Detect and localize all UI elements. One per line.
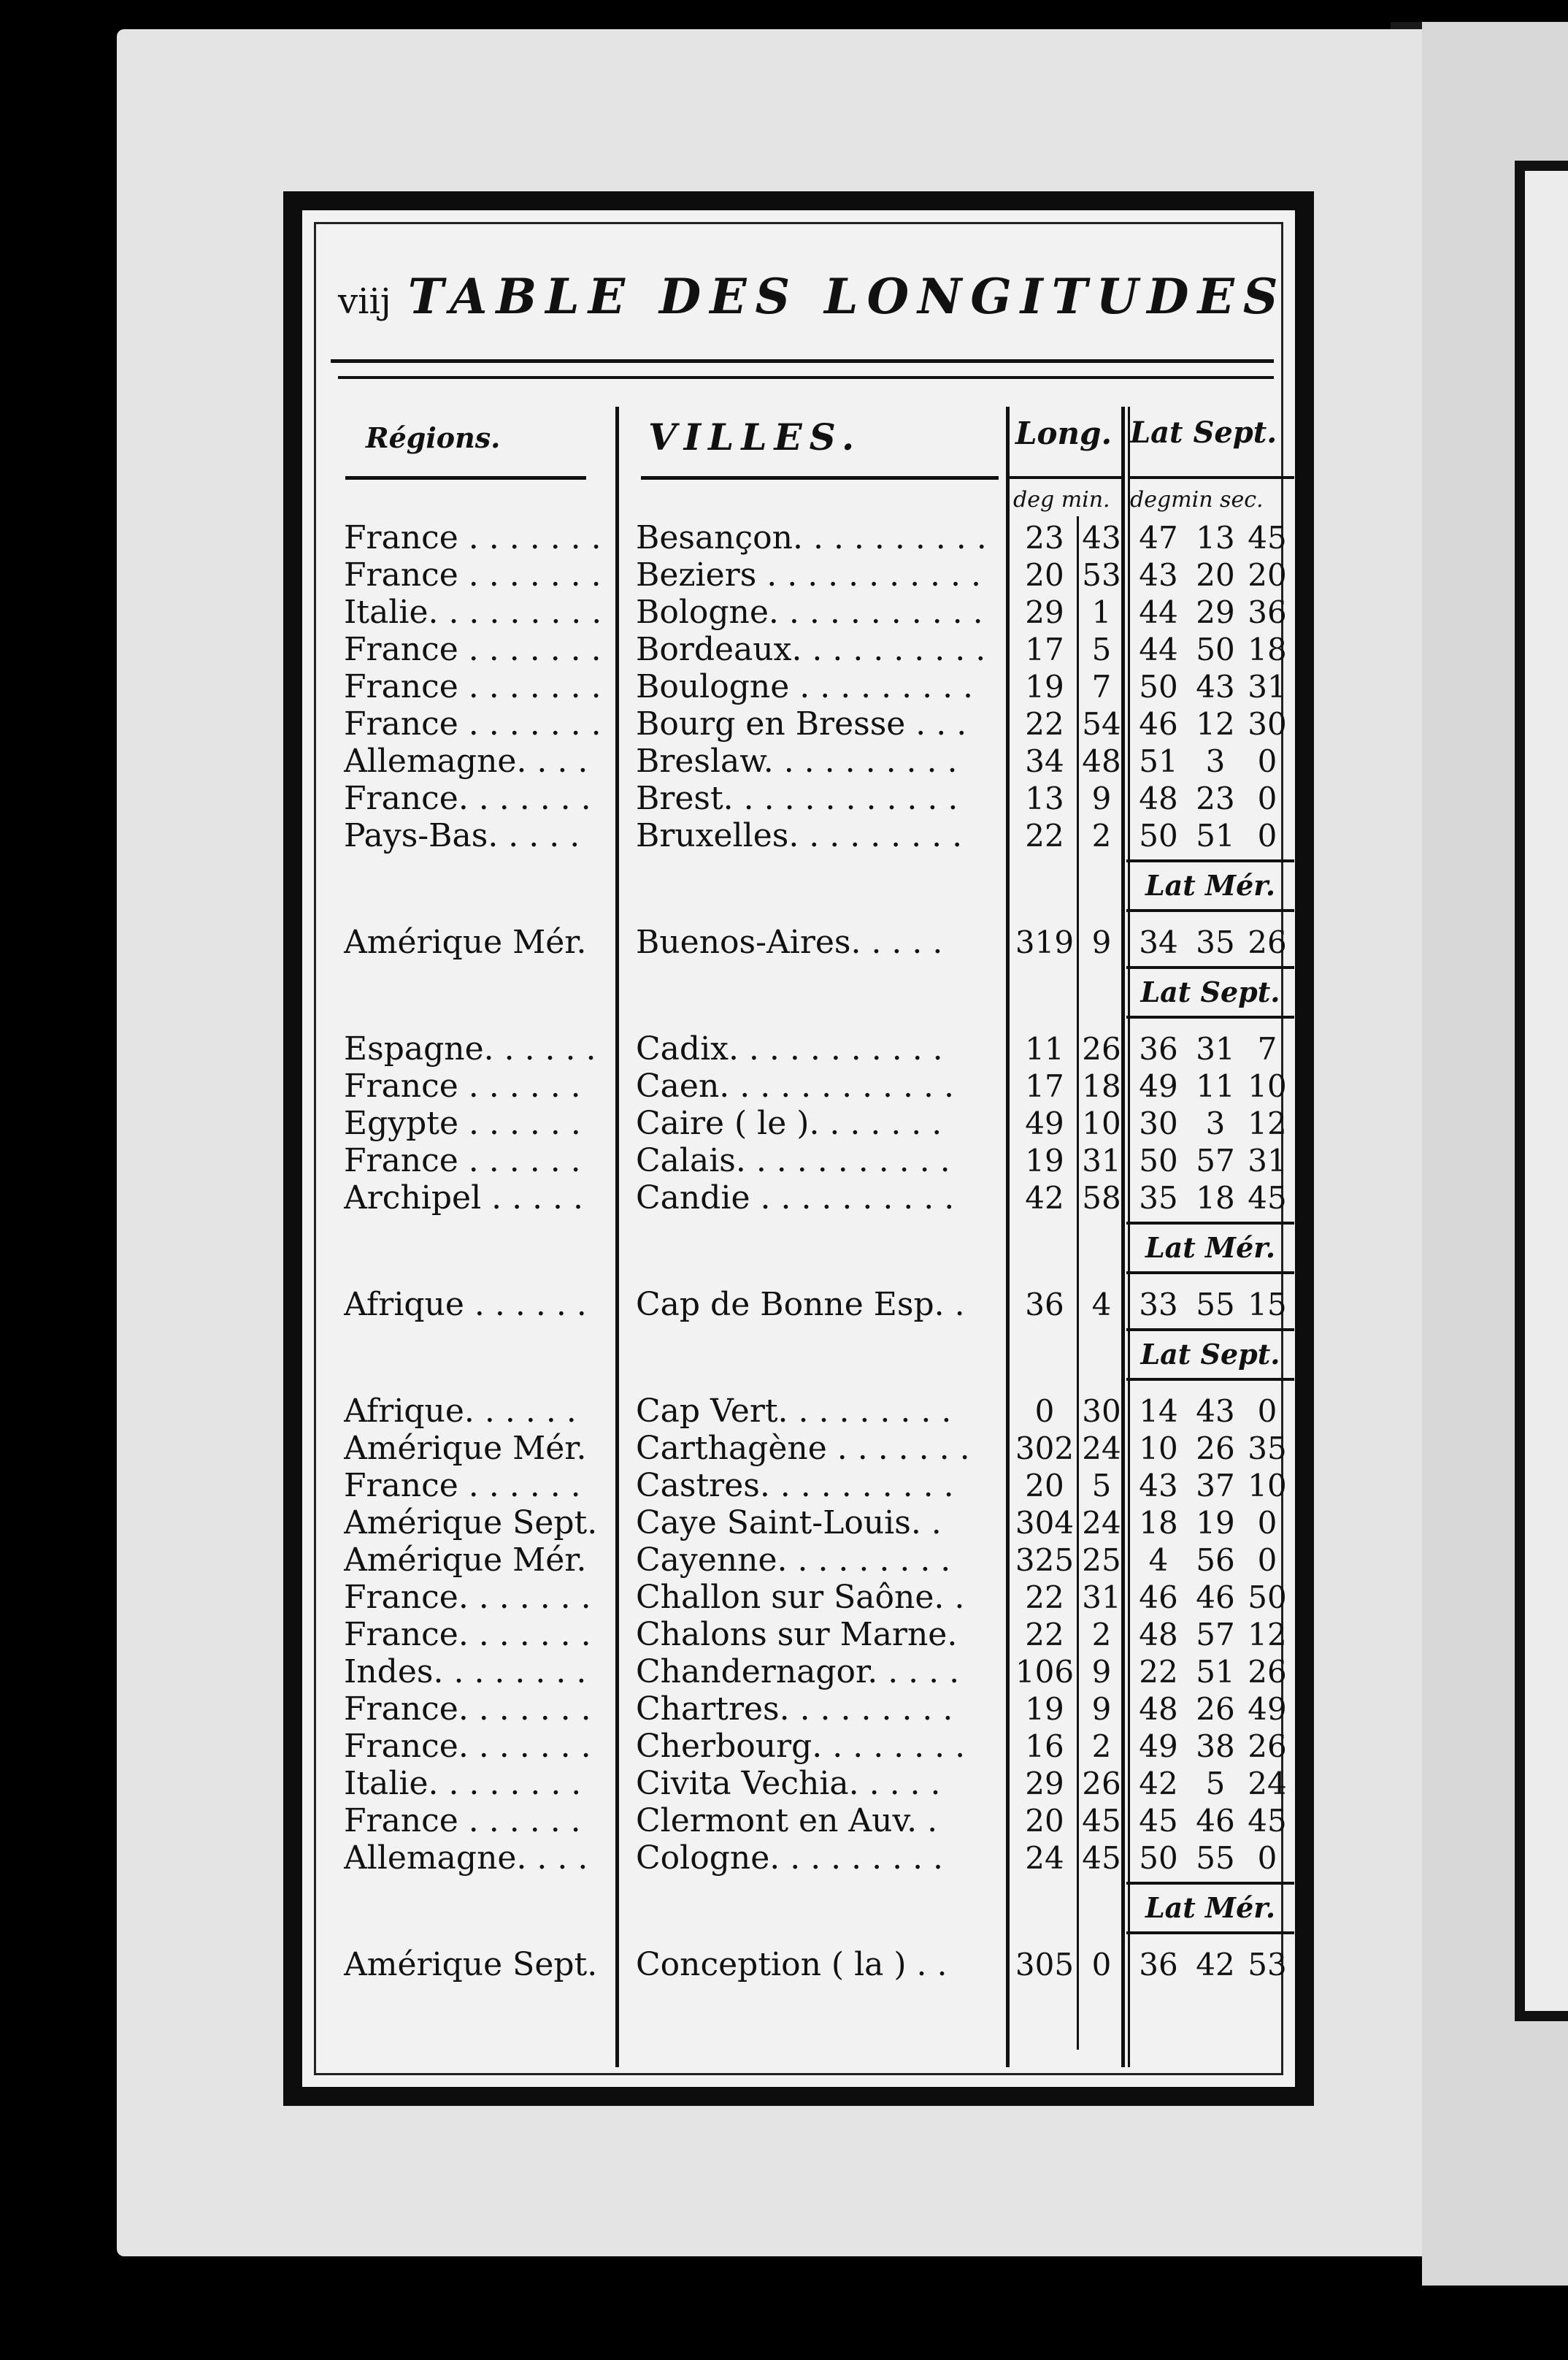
table-frame bbox=[283, 191, 1314, 2106]
region-cell: France . . . . . . bbox=[344, 1468, 581, 1504]
longitude-degrees-cell: 34 bbox=[1025, 743, 1064, 779]
city-cell: Caen. . . . . . . . . . . . bbox=[636, 1068, 954, 1105]
latitude-seconds-cell: 35 bbox=[1248, 1430, 1287, 1466]
title-rule bbox=[331, 359, 1274, 363]
band-rule bbox=[1126, 1378, 1294, 1381]
table-row bbox=[316, 1542, 1281, 1579]
table-row bbox=[316, 924, 1287, 961]
table-row bbox=[316, 1803, 1287, 1839]
table-row bbox=[316, 1579, 1287, 1616]
latitude-degrees-cell: 36 bbox=[1139, 1947, 1178, 1982]
latitude-degrees-cell: 51 bbox=[1139, 743, 1178, 779]
header-lat: Lat Sept. bbox=[1130, 415, 1277, 450]
city-cell: Challon sur Saône. . bbox=[636, 1579, 965, 1616]
band-rule bbox=[1126, 859, 1294, 862]
longitude-minutes-cell: 10 bbox=[1082, 1106, 1121, 1141]
band-rule bbox=[1126, 1271, 1294, 1274]
region-cell: France . . . . . . . bbox=[344, 557, 602, 594]
table-row bbox=[316, 557, 1287, 594]
latitude-seconds-cell: 24 bbox=[1248, 1766, 1287, 1801]
page-number: viij bbox=[338, 281, 391, 322]
longitude-minutes-cell: 9 bbox=[1091, 924, 1112, 960]
region-cell: Italie. . . . . . . . bbox=[344, 1766, 582, 1802]
table-inner-border bbox=[314, 222, 1287, 2075]
latitude-minutes-cell: 20 bbox=[1196, 557, 1235, 593]
city-cell: Bourg en Bresse . . . bbox=[636, 706, 967, 743]
latitude-degrees-cell: 33 bbox=[1139, 1287, 1178, 1322]
latitude-degrees-cell: 48 bbox=[1139, 1691, 1178, 1727]
latitude-minutes-cell: 26 bbox=[1196, 1691, 1235, 1727]
longitude-minutes-cell: 2 bbox=[1091, 1617, 1112, 1652]
region-cell: France . . . . . . . bbox=[344, 632, 602, 668]
latitude-band-label: Lat Sept. bbox=[1140, 976, 1280, 1008]
longitude-minutes-cell: 25 bbox=[1082, 1542, 1121, 1578]
region-cell: France . . . . . . bbox=[344, 1143, 581, 1179]
city-cell: Beziers . . . . . . . . . . . bbox=[636, 557, 981, 594]
latitude-degrees-cell: 4 bbox=[1148, 1542, 1169, 1578]
latitude-minutes-cell: 57 bbox=[1196, 1617, 1235, 1652]
longitude-degrees-cell: 17 bbox=[1025, 632, 1064, 667]
table-row bbox=[316, 1143, 1287, 1179]
latitude-minutes-cell: 19 bbox=[1196, 1505, 1235, 1541]
latitude-degrees-cell: 30 bbox=[1139, 1106, 1178, 1141]
table-row bbox=[316, 1393, 1281, 1430]
longitude-degrees-cell: 0 bbox=[1034, 1393, 1055, 1429]
longitude-minutes-cell: 45 bbox=[1082, 1840, 1121, 1876]
longitude-minutes-cell: 58 bbox=[1082, 1180, 1121, 1216]
city-cell: Breslaw. . . . . . . . . . bbox=[636, 743, 958, 780]
longitude-degrees-cell: 22 bbox=[1025, 706, 1064, 742]
latitude-seconds-cell: 10 bbox=[1248, 1468, 1287, 1503]
city-cell: Chandernagor. . . . . bbox=[636, 1654, 960, 1690]
latitude-seconds-cell: 26 bbox=[1248, 1728, 1287, 1764]
longitude-minutes-cell: 31 bbox=[1082, 1579, 1121, 1615]
longitude-degrees-cell: 29 bbox=[1025, 1766, 1064, 1801]
city-cell: Cayenne. . . . . . . . . bbox=[636, 1542, 951, 1579]
longitude-degrees-cell: 106 bbox=[1015, 1654, 1075, 1690]
table-row bbox=[316, 818, 1281, 854]
table-row bbox=[316, 1728, 1287, 1765]
latitude-degrees-cell: 10 bbox=[1139, 1430, 1178, 1466]
longitude-minutes-cell: 5 bbox=[1091, 1468, 1112, 1503]
header-underline-regions bbox=[345, 476, 586, 480]
latitude-minutes-cell: 51 bbox=[1196, 818, 1235, 854]
latitude-degrees-cell: 50 bbox=[1139, 818, 1178, 854]
latitude-minutes-cell: 18 bbox=[1196, 1180, 1235, 1216]
latitude-seconds-cell: 36 bbox=[1248, 594, 1287, 630]
latitude-seconds-cell: 45 bbox=[1248, 1803, 1287, 1839]
latitude-degrees-cell: 45 bbox=[1139, 1803, 1178, 1839]
header-underline-long bbox=[1010, 476, 1123, 479]
latitude-seconds-cell: 50 bbox=[1248, 1579, 1287, 1615]
longitude-degrees-cell: 20 bbox=[1025, 1468, 1064, 1503]
page-heading bbox=[338, 268, 1287, 325]
longitude-minutes-cell: 53 bbox=[1082, 557, 1121, 593]
latitude-seconds-cell: 0 bbox=[1257, 1393, 1277, 1429]
region-cell: Amérique Sept. bbox=[344, 1947, 598, 1983]
region-cell: Amérique Mér. bbox=[344, 924, 587, 961]
latitude-minutes-cell: 57 bbox=[1196, 1143, 1235, 1179]
latitude-degrees-cell: 14 bbox=[1139, 1393, 1178, 1429]
region-cell: France. . . . . . . bbox=[344, 1691, 591, 1728]
latitude-degrees-cell: 49 bbox=[1139, 1068, 1178, 1104]
latitude-seconds-cell: 20 bbox=[1248, 557, 1287, 593]
longitude-degrees-cell: 22 bbox=[1025, 1579, 1064, 1615]
header-underline-lat bbox=[1130, 476, 1294, 479]
table-row bbox=[316, 1766, 1287, 1802]
band-rule bbox=[1126, 966, 1294, 969]
longitude-minutes-cell: 31 bbox=[1082, 1143, 1121, 1179]
latitude-degrees-cell: 50 bbox=[1139, 1840, 1178, 1876]
table-row bbox=[316, 520, 1287, 556]
table-row bbox=[316, 1947, 1287, 1983]
latitude-minutes-cell: 31 bbox=[1196, 1031, 1235, 1067]
latitude-band-label: Lat Mér. bbox=[1145, 1891, 1276, 1924]
city-cell: Besançon. . . . . . . . . . bbox=[636, 520, 987, 556]
longitude-degrees-cell: 19 bbox=[1025, 669, 1064, 705]
longitude-degrees-cell: 22 bbox=[1025, 818, 1064, 854]
region-cell: France. . . . . . . bbox=[344, 1579, 591, 1616]
city-cell: Cadix. . . . . . . . . . . bbox=[636, 1031, 943, 1068]
latitude-seconds-cell: 0 bbox=[1257, 1542, 1277, 1578]
city-cell: Cologne. . . . . . . . . bbox=[636, 1840, 944, 1877]
latitude-seconds-cell: 53 bbox=[1248, 1947, 1287, 1982]
band-rule bbox=[1126, 1882, 1294, 1885]
latitude-minutes-cell: 51 bbox=[1196, 1654, 1235, 1690]
latitude-seconds-cell: 0 bbox=[1257, 743, 1277, 779]
latitude-degrees-cell: 44 bbox=[1139, 632, 1178, 667]
table-row bbox=[316, 1287, 1287, 1323]
region-cell: France. . . . . . . bbox=[344, 1728, 591, 1765]
city-cell: Civita Vechia. . . . . bbox=[636, 1766, 941, 1802]
band-rule bbox=[1126, 1328, 1294, 1331]
city-cell: Brest. . . . . . . . . . . . bbox=[636, 781, 958, 817]
city-cell: Caye Saint-Louis. . bbox=[636, 1505, 942, 1541]
longitude-minutes-cell: 9 bbox=[1091, 1691, 1112, 1727]
latitude-degrees-cell: 22 bbox=[1139, 1654, 1178, 1690]
latitude-band-label: Lat Mér. bbox=[1145, 1231, 1276, 1264]
table-row bbox=[316, 1106, 1287, 1142]
facing-page-frame bbox=[1515, 161, 1568, 2021]
band-rule bbox=[1126, 909, 1294, 912]
latitude-degrees-cell: 36 bbox=[1139, 1031, 1178, 1067]
latitude-minutes-cell: 42 bbox=[1196, 1947, 1235, 1982]
region-cell: Amérique Mér. bbox=[344, 1542, 587, 1579]
longitude-degrees-cell: 11 bbox=[1025, 1031, 1064, 1067]
table-row bbox=[316, 1691, 1287, 1728]
region-cell: France . . . . . . . bbox=[344, 669, 602, 705]
table-row bbox=[316, 594, 1287, 631]
city-cell: Chalons sur Marne. bbox=[636, 1617, 958, 1653]
latitude-seconds-cell: 10 bbox=[1248, 1068, 1287, 1104]
latitude-degrees-cell: 35 bbox=[1139, 1180, 1178, 1216]
latitude-minutes-cell: 23 bbox=[1196, 781, 1235, 816]
latitude-degrees-cell: 43 bbox=[1139, 1468, 1178, 1503]
table-row bbox=[316, 1031, 1281, 1068]
latitude-minutes-cell: 38 bbox=[1196, 1728, 1235, 1764]
band-rule bbox=[1126, 1222, 1294, 1225]
latitude-degrees-cell: 42 bbox=[1139, 1766, 1178, 1801]
table-row bbox=[316, 743, 1281, 780]
city-cell: Buenos-Aires. . . . . bbox=[636, 924, 943, 961]
table-row bbox=[316, 1617, 1287, 1653]
latitude-minutes-cell: 43 bbox=[1196, 1393, 1235, 1429]
table-row bbox=[316, 632, 1287, 668]
longitude-degrees-cell: 13 bbox=[1025, 781, 1064, 816]
latitude-seconds-cell: 26 bbox=[1248, 924, 1287, 960]
latitude-seconds-cell: 31 bbox=[1248, 1143, 1287, 1179]
latitude-seconds-cell: 18 bbox=[1248, 632, 1287, 667]
longitude-degrees-cell: 304 bbox=[1015, 1505, 1075, 1541]
latitude-seconds-cell: 45 bbox=[1248, 1180, 1287, 1216]
region-cell: France . . . . . . . bbox=[344, 520, 602, 556]
city-cell: Castres. . . . . . . . . . bbox=[636, 1468, 954, 1504]
table-row bbox=[316, 1840, 1281, 1877]
longitude-minutes-cell: 24 bbox=[1082, 1430, 1121, 1466]
region-cell: France . . . . . . bbox=[344, 1068, 581, 1105]
region-cell: Allemagne. . . . bbox=[344, 743, 588, 780]
subheader-lat-units: degmin sec. bbox=[1130, 487, 1264, 513]
region-cell: Egypte . . . . . . bbox=[344, 1106, 581, 1142]
region-cell: France . . . . . . bbox=[344, 1803, 581, 1839]
latitude-seconds-cell: 26 bbox=[1248, 1654, 1287, 1690]
latitude-seconds-cell: 0 bbox=[1257, 781, 1277, 816]
latitude-degrees-cell: 49 bbox=[1139, 1728, 1178, 1764]
longitude-minutes-cell: 48 bbox=[1082, 743, 1121, 779]
latitude-minutes-cell: 12 bbox=[1196, 706, 1235, 742]
table-row bbox=[316, 1068, 1287, 1105]
longitude-minutes-cell: 2 bbox=[1091, 818, 1112, 854]
header-regions: Régions. bbox=[366, 421, 501, 454]
latitude-minutes-cell: 29 bbox=[1196, 594, 1235, 630]
longitude-minutes-cell: 1 bbox=[1091, 594, 1112, 630]
longitude-minutes-cell: 4 bbox=[1091, 1287, 1112, 1322]
table-row bbox=[316, 1505, 1281, 1541]
city-cell: Bologne. . . . . . . . . . . bbox=[636, 594, 983, 631]
region-cell: Indes. . . . . . . . bbox=[344, 1654, 587, 1690]
table-row bbox=[316, 669, 1287, 705]
latitude-minutes-cell: 3 bbox=[1205, 743, 1226, 779]
latitude-minutes-cell: 26 bbox=[1196, 1430, 1235, 1466]
latitude-seconds-cell: 45 bbox=[1248, 520, 1287, 556]
longitude-degrees-cell: 319 bbox=[1015, 924, 1075, 960]
region-cell: Archipel . . . . . bbox=[344, 1180, 584, 1217]
longitude-minutes-cell: 24 bbox=[1082, 1505, 1121, 1541]
header-villes: VILLES. bbox=[648, 415, 862, 459]
latitude-seconds-cell: 0 bbox=[1257, 1840, 1277, 1876]
table-row bbox=[316, 781, 1281, 817]
latitude-degrees-cell: 48 bbox=[1139, 1617, 1178, 1652]
longitude-minutes-cell: 54 bbox=[1082, 706, 1121, 742]
longitude-degrees-cell: 19 bbox=[1025, 1143, 1064, 1179]
longitude-degrees-cell: 49 bbox=[1025, 1106, 1064, 1141]
longitude-degrees-cell: 23 bbox=[1025, 520, 1064, 556]
region-cell: France. . . . . . . bbox=[344, 781, 591, 817]
title-rule-thin bbox=[338, 376, 1274, 379]
region-cell: Afrique . . . . . . bbox=[344, 1287, 587, 1323]
latitude-seconds-cell: 7 bbox=[1257, 1031, 1277, 1067]
region-cell: France. . . . . . . bbox=[344, 1617, 591, 1653]
latitude-seconds-cell: 0 bbox=[1257, 1505, 1277, 1541]
region-cell: Italie. . . . . . . . . bbox=[344, 594, 602, 631]
band-rule bbox=[1126, 1931, 1294, 1934]
latitude-degrees-cell: 48 bbox=[1139, 781, 1178, 816]
latitude-degrees-cell: 46 bbox=[1139, 706, 1178, 742]
region-cell: Amérique Mér. bbox=[344, 1430, 587, 1467]
city-cell: Chartres. . . . . . . . . bbox=[636, 1691, 953, 1728]
latitude-minutes-cell: 37 bbox=[1196, 1468, 1235, 1503]
city-cell: Candie . . . . . . . . . . bbox=[636, 1180, 955, 1217]
longitude-minutes-cell: 26 bbox=[1082, 1031, 1121, 1067]
longitude-degrees-cell: 24 bbox=[1025, 1840, 1064, 1876]
city-cell: Conception ( la ) . . bbox=[636, 1947, 948, 1983]
latitude-seconds-cell: 15 bbox=[1248, 1287, 1287, 1322]
latitude-degrees-cell: 46 bbox=[1139, 1579, 1178, 1615]
region-cell: Pays-Bas. . . . . bbox=[344, 818, 580, 854]
header-underline-villes bbox=[641, 476, 999, 480]
latitude-degrees-cell: 50 bbox=[1139, 669, 1178, 705]
longitude-degrees-cell: 42 bbox=[1025, 1180, 1064, 1216]
city-cell: Bruxelles. . . . . . . . . bbox=[636, 818, 963, 854]
header-long: Long. bbox=[1015, 415, 1112, 451]
latitude-degrees-cell: 18 bbox=[1139, 1505, 1178, 1541]
latitude-seconds-cell: 12 bbox=[1248, 1106, 1287, 1141]
region-cell: Afrique. . . . . . bbox=[344, 1393, 577, 1430]
longitude-degrees-cell: 19 bbox=[1025, 1691, 1064, 1727]
latitude-degrees-cell: 47 bbox=[1139, 520, 1178, 556]
table-row bbox=[316, 1654, 1287, 1690]
longitude-minutes-cell: 2 bbox=[1091, 1728, 1112, 1764]
longitude-degrees-cell: 302 bbox=[1015, 1430, 1075, 1466]
longitude-degrees-cell: 20 bbox=[1025, 1803, 1064, 1839]
latitude-minutes-cell: 50 bbox=[1196, 632, 1235, 667]
longitude-minutes-cell: 30 bbox=[1082, 1393, 1121, 1429]
city-cell: Clermont en Auv. . bbox=[636, 1803, 938, 1839]
latitude-minutes-cell: 3 bbox=[1205, 1106, 1226, 1141]
longitude-minutes-cell: 5 bbox=[1091, 632, 1112, 667]
table-row bbox=[316, 1430, 1287, 1467]
latitude-minutes-cell: 46 bbox=[1196, 1579, 1235, 1615]
latitude-minutes-cell: 55 bbox=[1196, 1287, 1235, 1322]
region-cell: Allemagne. . . . bbox=[344, 1840, 588, 1877]
city-cell: Boulogne . . . . . . . . . bbox=[636, 669, 974, 705]
region-cell: France . . . . . . . bbox=[344, 706, 602, 743]
longitude-minutes-cell: 43 bbox=[1082, 520, 1121, 556]
longitude-minutes-cell: 9 bbox=[1091, 781, 1112, 816]
longitude-degrees-cell: 20 bbox=[1025, 557, 1064, 593]
table-row bbox=[316, 1468, 1287, 1504]
table-row bbox=[316, 1180, 1287, 1217]
longitude-degrees-cell: 17 bbox=[1025, 1068, 1064, 1104]
latitude-band-label: Lat Sept. bbox=[1140, 1338, 1280, 1371]
latitude-degrees-cell: 44 bbox=[1139, 594, 1178, 630]
latitude-minutes-cell: 13 bbox=[1196, 520, 1235, 556]
longitude-degrees-cell: 325 bbox=[1015, 1542, 1075, 1578]
latitude-degrees-cell: 34 bbox=[1139, 924, 1178, 960]
latitude-degrees-cell: 50 bbox=[1139, 1143, 1178, 1179]
latitude-minutes-cell: 43 bbox=[1196, 669, 1235, 705]
latitude-degrees-cell: 43 bbox=[1139, 557, 1178, 593]
subheader-long-units: deg min. bbox=[1013, 487, 1110, 513]
region-cell: Amérique Sept. bbox=[344, 1505, 598, 1541]
latitude-minutes-cell: 56 bbox=[1196, 1542, 1235, 1578]
latitude-minutes-cell: 5 bbox=[1205, 1766, 1226, 1801]
table-row bbox=[316, 706, 1287, 743]
longitude-minutes-cell: 7 bbox=[1091, 669, 1112, 705]
page-title: TABLE DES LONGITUDES bbox=[407, 268, 1287, 325]
longitude-minutes-cell: 26 bbox=[1082, 1766, 1121, 1801]
longitude-degrees-cell: 36 bbox=[1025, 1287, 1064, 1322]
longitude-minutes-cell: 18 bbox=[1082, 1068, 1121, 1104]
longitude-degrees-cell: 16 bbox=[1025, 1728, 1064, 1764]
longitude-minutes-cell: 45 bbox=[1082, 1803, 1121, 1839]
latitude-band-label: Lat Mér. bbox=[1145, 869, 1276, 902]
city-cell: Calais. . . . . . . . . . . bbox=[636, 1143, 950, 1179]
latitude-seconds-cell: 30 bbox=[1248, 706, 1287, 742]
longitude-degrees-cell: 22 bbox=[1025, 1617, 1064, 1652]
region-cell: Espagne. . . . . . bbox=[344, 1031, 596, 1068]
longitude-degrees-cell: 305 bbox=[1015, 1947, 1075, 1982]
city-cell: Carthagène . . . . . . . bbox=[636, 1430, 970, 1467]
city-cell: Bordeaux. . . . . . . . . . bbox=[636, 632, 986, 668]
city-cell: Cap de Bonne Esp. . bbox=[636, 1287, 965, 1323]
longitude-minutes-cell: 0 bbox=[1091, 1947, 1112, 1982]
latitude-minutes-cell: 11 bbox=[1196, 1068, 1235, 1104]
longitude-minutes-cell: 9 bbox=[1091, 1654, 1112, 1690]
city-cell: Cherbourg. . . . . . . . bbox=[636, 1728, 966, 1765]
city-cell: Cap Vert. . . . . . . . . bbox=[636, 1393, 952, 1430]
latitude-seconds-cell: 31 bbox=[1248, 669, 1287, 705]
city-cell: Caire ( le ). . . . . . . bbox=[636, 1106, 942, 1142]
latitude-minutes-cell: 55 bbox=[1196, 1840, 1235, 1876]
latitude-minutes-cell: 35 bbox=[1196, 924, 1235, 960]
latitude-seconds-cell: 49 bbox=[1248, 1691, 1287, 1727]
band-rule bbox=[1126, 1016, 1294, 1019]
latitude-seconds-cell: 0 bbox=[1257, 818, 1277, 854]
latitude-seconds-cell: 12 bbox=[1248, 1617, 1287, 1652]
latitude-minutes-cell: 46 bbox=[1196, 1803, 1235, 1839]
longitude-degrees-cell: 29 bbox=[1025, 594, 1064, 630]
